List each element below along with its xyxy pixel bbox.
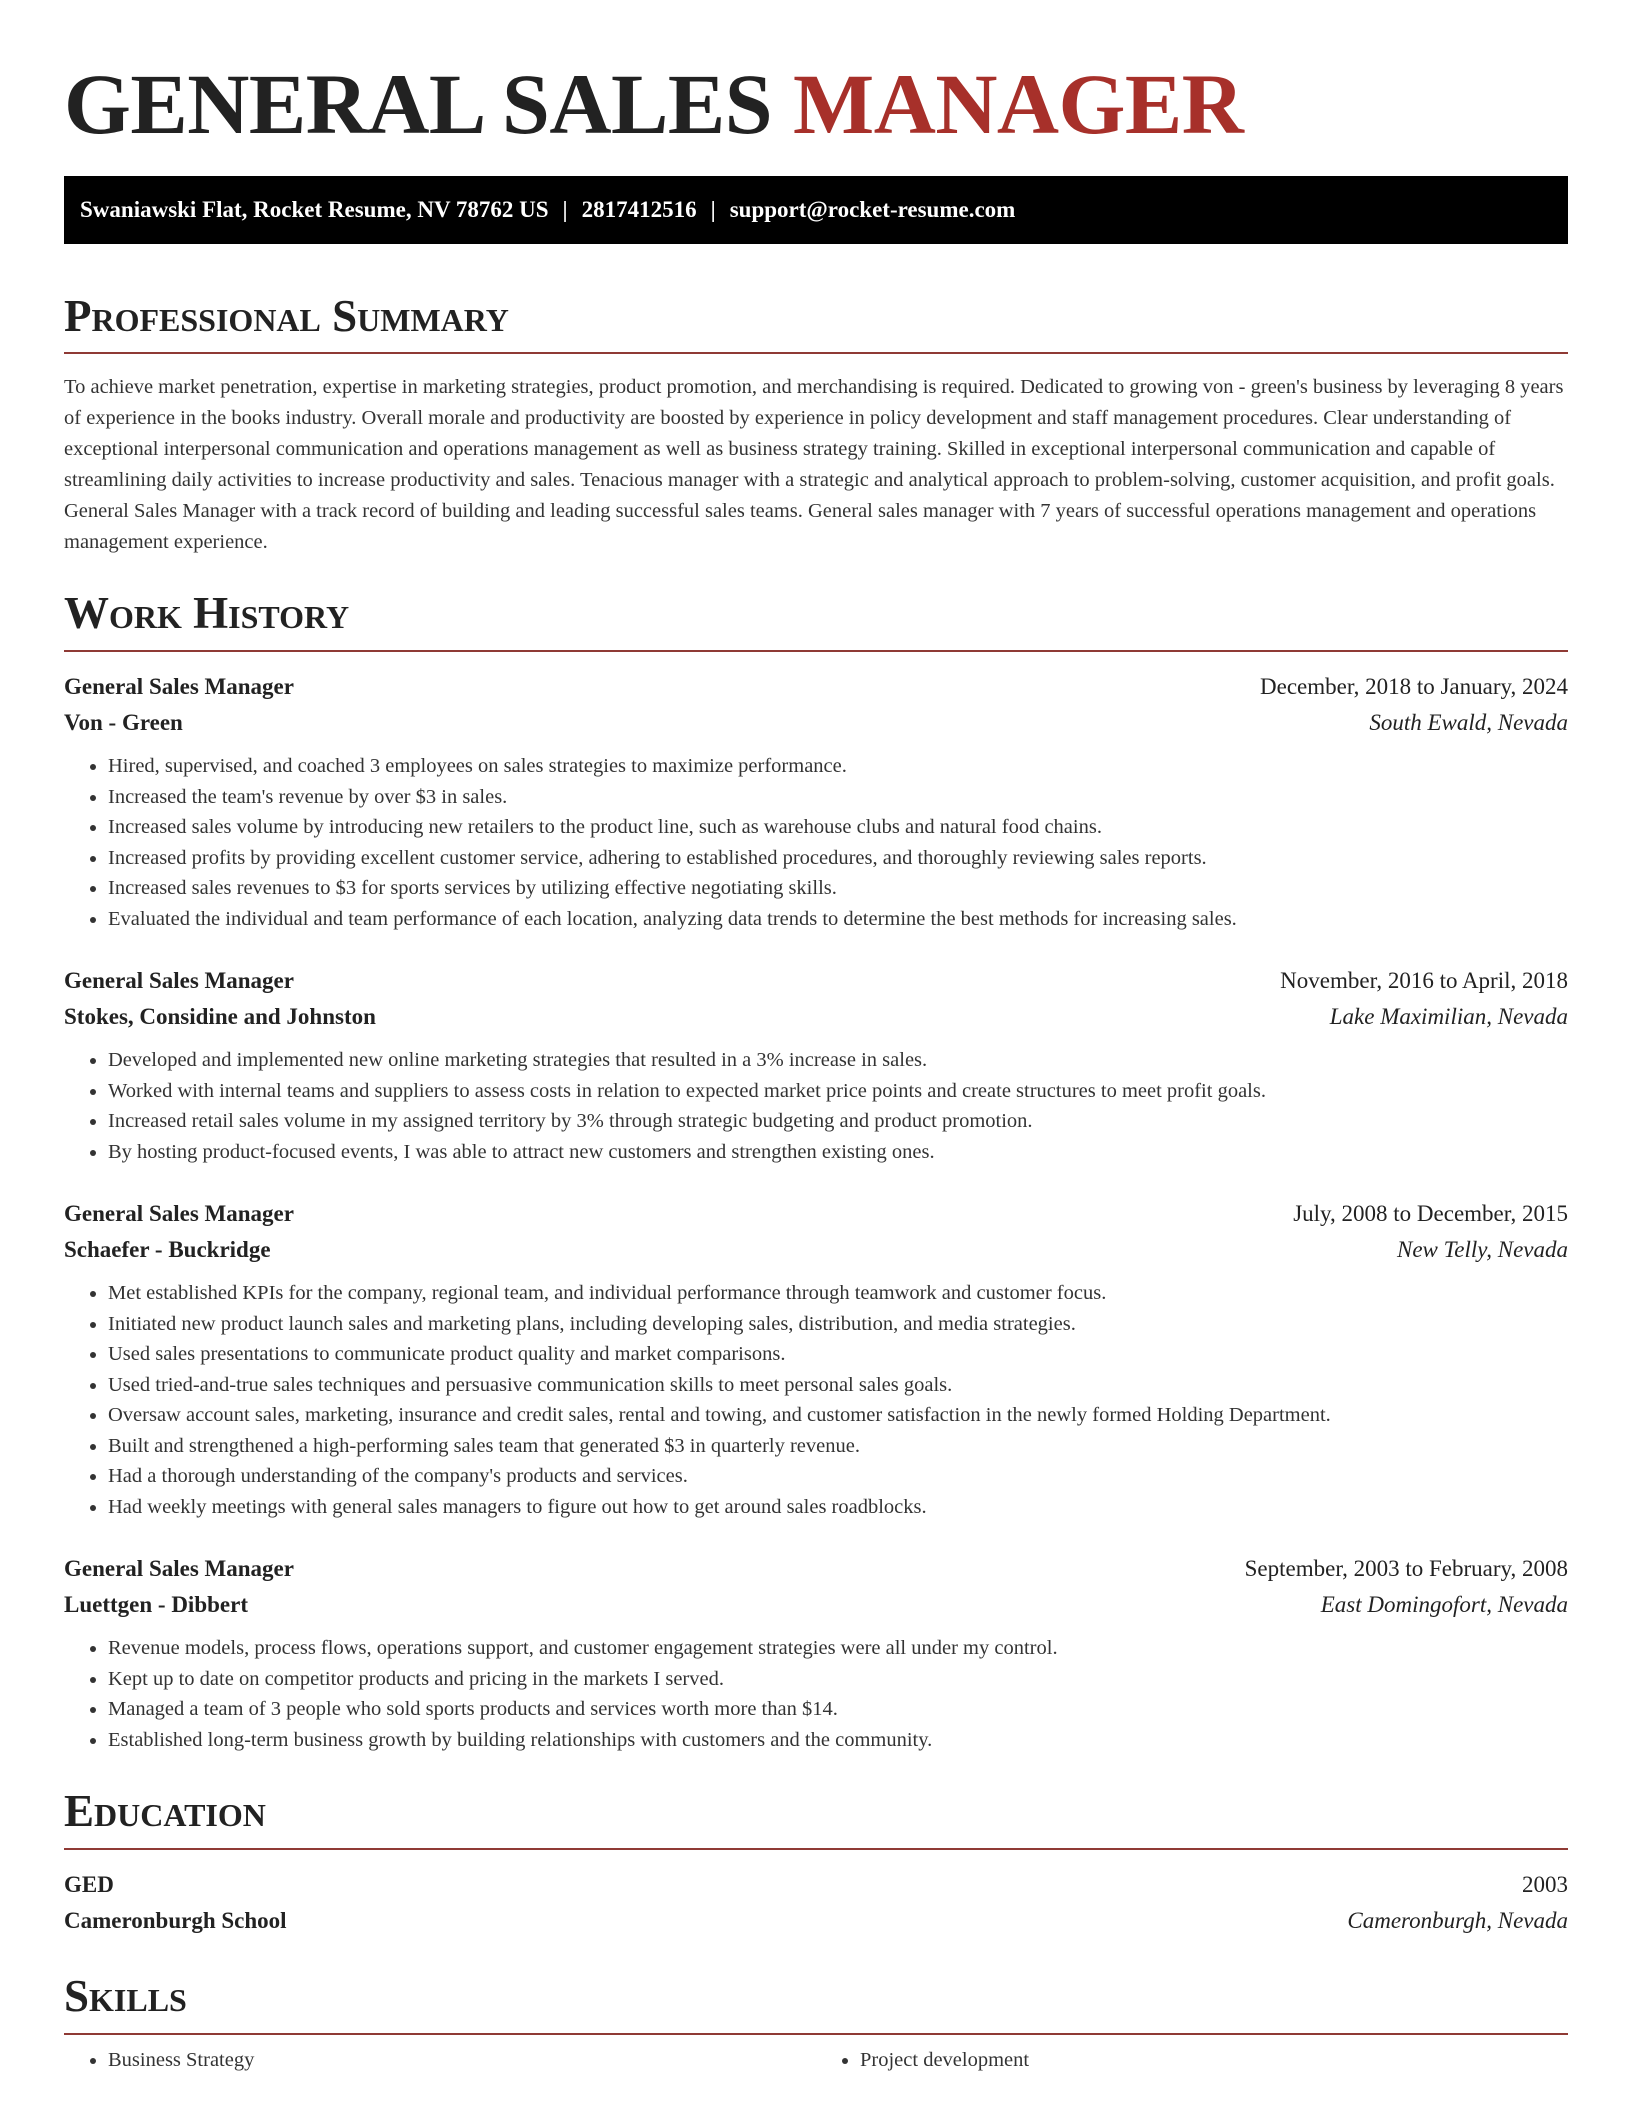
job-title: General Sales Manager — [64, 1201, 294, 1226]
resume-title — [64, 0, 1568, 152]
skills-columns — [64, 2045, 1568, 2076]
job-title: General Sales Manager — [64, 1556, 294, 1581]
job-bullet: • Had a thorough understanding of the company's products and services. — [108, 1461, 1568, 1492]
job-bullet: • Established long-term business growth by building relationships with customers and the community. — [108, 1725, 1568, 1756]
job-company: Stokes, Considine and Johnston — [64, 1004, 376, 1029]
job-dates: December, 2018 to January, 2024 — [1260, 674, 1568, 699]
education-school: Cameronburgh School — [64, 1908, 287, 1933]
contact-separator: | — [562, 197, 568, 222]
skill-item: • Project development — [860, 2045, 1568, 2076]
job-bullet: • Increased the team's revenue by over $3 in sales. — [108, 782, 1568, 813]
education-school-row — [64, 1902, 1568, 1940]
job-header-row — [64, 964, 1568, 998]
contact-bar — [64, 176, 1568, 244]
job-bullet: • Developed and implemented new online marketing strategies that resulted in a 3% increase in sales. — [108, 1045, 1568, 1076]
contact-separator: | — [710, 197, 716, 222]
job-header-row — [64, 1552, 1568, 1586]
job-bullet: • Hired, supervised, and coached 3 employees on sales strategies to maximize performance. — [108, 751, 1568, 782]
contact-phone: 2817412516 — [581, 197, 697, 222]
job-location: South Ewald, Nevada — [1369, 710, 1568, 735]
job-title: General Sales Manager — [64, 674, 294, 699]
job-bullet: • Built and strengthened a high-performing sales team that generated $3 in quarterly revenue. — [108, 1431, 1568, 1462]
job-company: Luettgen - Dibbert — [64, 1592, 248, 1617]
job-bullet: • Met established KPIs for the company, regional team, and individual performance through teamwork and customer focus. — [108, 1278, 1568, 1309]
job-entry — [64, 964, 1568, 1167]
summary-heading: Professional Summary — [64, 291, 509, 341]
job-title: General Sales Manager — [64, 968, 294, 993]
job-bullet: • Revenue models, process flows, operations support, and customer engagement strategies were all under my control. — [108, 1633, 1568, 1664]
job-bullets — [64, 1633, 1568, 1755]
job-bullets — [64, 1045, 1568, 1167]
education-location: Cameronburgh, Nevada — [1347, 1908, 1568, 1933]
job-bullet: • Initiated new product launch sales and marketing plans, including developing sales, distribution, and media strategies. — [108, 1309, 1568, 1340]
job-dates: November, 2016 to April, 2018 — [1280, 968, 1568, 993]
job-bullet: • Increased retail sales volume in my assigned territory by 3% through strategic budgeting and product promotion. — [108, 1106, 1568, 1137]
title-main: GENERAL SALES — [64, 56, 773, 152]
job-bullets — [64, 1278, 1568, 1522]
job-dates: September, 2003 to February, 2008 — [1244, 1556, 1568, 1581]
job-bullets — [64, 751, 1568, 934]
job-company-row — [64, 1231, 1568, 1269]
job-bullet: • Increased sales revenues to $3 for sports services by utilizing effective negotiating skills. — [108, 873, 1568, 904]
job-location: East Domingofort, Nevada — [1320, 1592, 1568, 1617]
contact-address: Swaniawski Flat, Rocket Resume, NV 78762 US — [80, 197, 549, 222]
job-entry — [64, 1197, 1568, 1522]
summary-divider — [64, 352, 1568, 354]
work-history-divider — [64, 650, 1568, 652]
education-section — [64, 1783, 1568, 1940]
skills-list-left — [64, 2045, 816, 2076]
job-company: Von - Green — [64, 710, 183, 735]
job-entry — [64, 1552, 1568, 1755]
job-bullet: • Used tried-and-true sales techniques and persuasive communication skills to meet personal sales goals. — [108, 1370, 1568, 1401]
job-bullet: • Oversaw account sales, marketing, insurance and credit sales, rental and towing, and customer satisfaction in the newly formed Holding Department. — [108, 1400, 1568, 1431]
skills-divider — [64, 2033, 1568, 2035]
education-year: 2003 — [1522, 1872, 1568, 1897]
skills-section — [64, 1968, 1568, 2076]
education-divider — [64, 1848, 1568, 1850]
job-header-row — [64, 670, 1568, 704]
work-history-section — [64, 585, 1568, 1755]
job-company: Schaefer - Buckridge — [64, 1237, 271, 1262]
job-bullet: • Increased profits by providing excellent customer service, adhering to established procedures, and thoroughly reviewing sales reports. — [108, 843, 1568, 874]
job-bullet: • Worked with internal teams and suppliers to assess costs in relation to expected market price points and create structures to meet profit goals. — [108, 1076, 1568, 1107]
job-company-row — [64, 998, 1568, 1036]
skill-item: • Business Strategy — [108, 2045, 816, 2076]
job-location: Lake Maximilian, Nevada — [1329, 1004, 1568, 1029]
skills-heading: Skills — [64, 1971, 187, 2021]
work-history-heading: Work History — [64, 588, 350, 638]
job-bullet: • Used sales presentations to communicate product quality and market comparisons. — [108, 1339, 1568, 1370]
summary-text: To achieve market penetration, expertise in marketing strategies, product promotion, and merchandising is required. Dedicated to growing von - green's business by leveraging 8 years of experience in the books industry. Overall morale and productivity are boosted by experience in policy development and staff management procedures. Clear understanding of exceptional interpersonal communication and operations management as well as business strategy training. Skilled in exceptional interpersonal communication and capable of streamlining daily activities to increase productivity and sales. Tenacious manager with a strategic and analytical approach to problem-solving, customer acquisition, and profit goals. General Sales Manager with a track record of building and leading successful sales teams. General sales manager with 7 years of successful operations management and operations management experience. — [64, 376, 1564, 553]
job-bullet: • By hosting product-focused events, I was able to attract new customers and strengthen existing ones. — [108, 1137, 1568, 1168]
education-heading: Education — [64, 1786, 266, 1836]
skills-list-right — [816, 2045, 1568, 2076]
job-bullet: • Had weekly meetings with general sales managers to figure out how to get around sales roadblocks. — [108, 1492, 1568, 1523]
title-accent: MANAGER — [793, 56, 1244, 152]
job-entry — [64, 670, 1568, 934]
job-bullet: • Managed a team of 3 people who sold sports products and services worth more than $14. — [108, 1694, 1568, 1725]
education-degree: GED — [64, 1872, 114, 1897]
job-dates: July, 2008 to December, 2015 — [1293, 1201, 1568, 1226]
job-bullet: • Evaluated the individual and team performance of each location, analyzing data trends to determine the best methods for increasing sales. — [108, 904, 1568, 935]
summary-section — [64, 288, 1568, 558]
job-company-row — [64, 1586, 1568, 1624]
job-bullet: • Kept up to date on competitor products and pricing in the markets I served. — [108, 1664, 1568, 1695]
education-degree-row — [64, 1868, 1568, 1902]
contact-email: support@rocket-resume.com — [729, 197, 1016, 222]
job-company-row — [64, 704, 1568, 742]
job-location: New Telly, Nevada — [1396, 1237, 1568, 1262]
job-bullet: • Increased sales volume by introducing new retailers to the product line, such as warehouse clubs and natural food chains. — [108, 812, 1568, 843]
job-header-row — [64, 1197, 1568, 1231]
